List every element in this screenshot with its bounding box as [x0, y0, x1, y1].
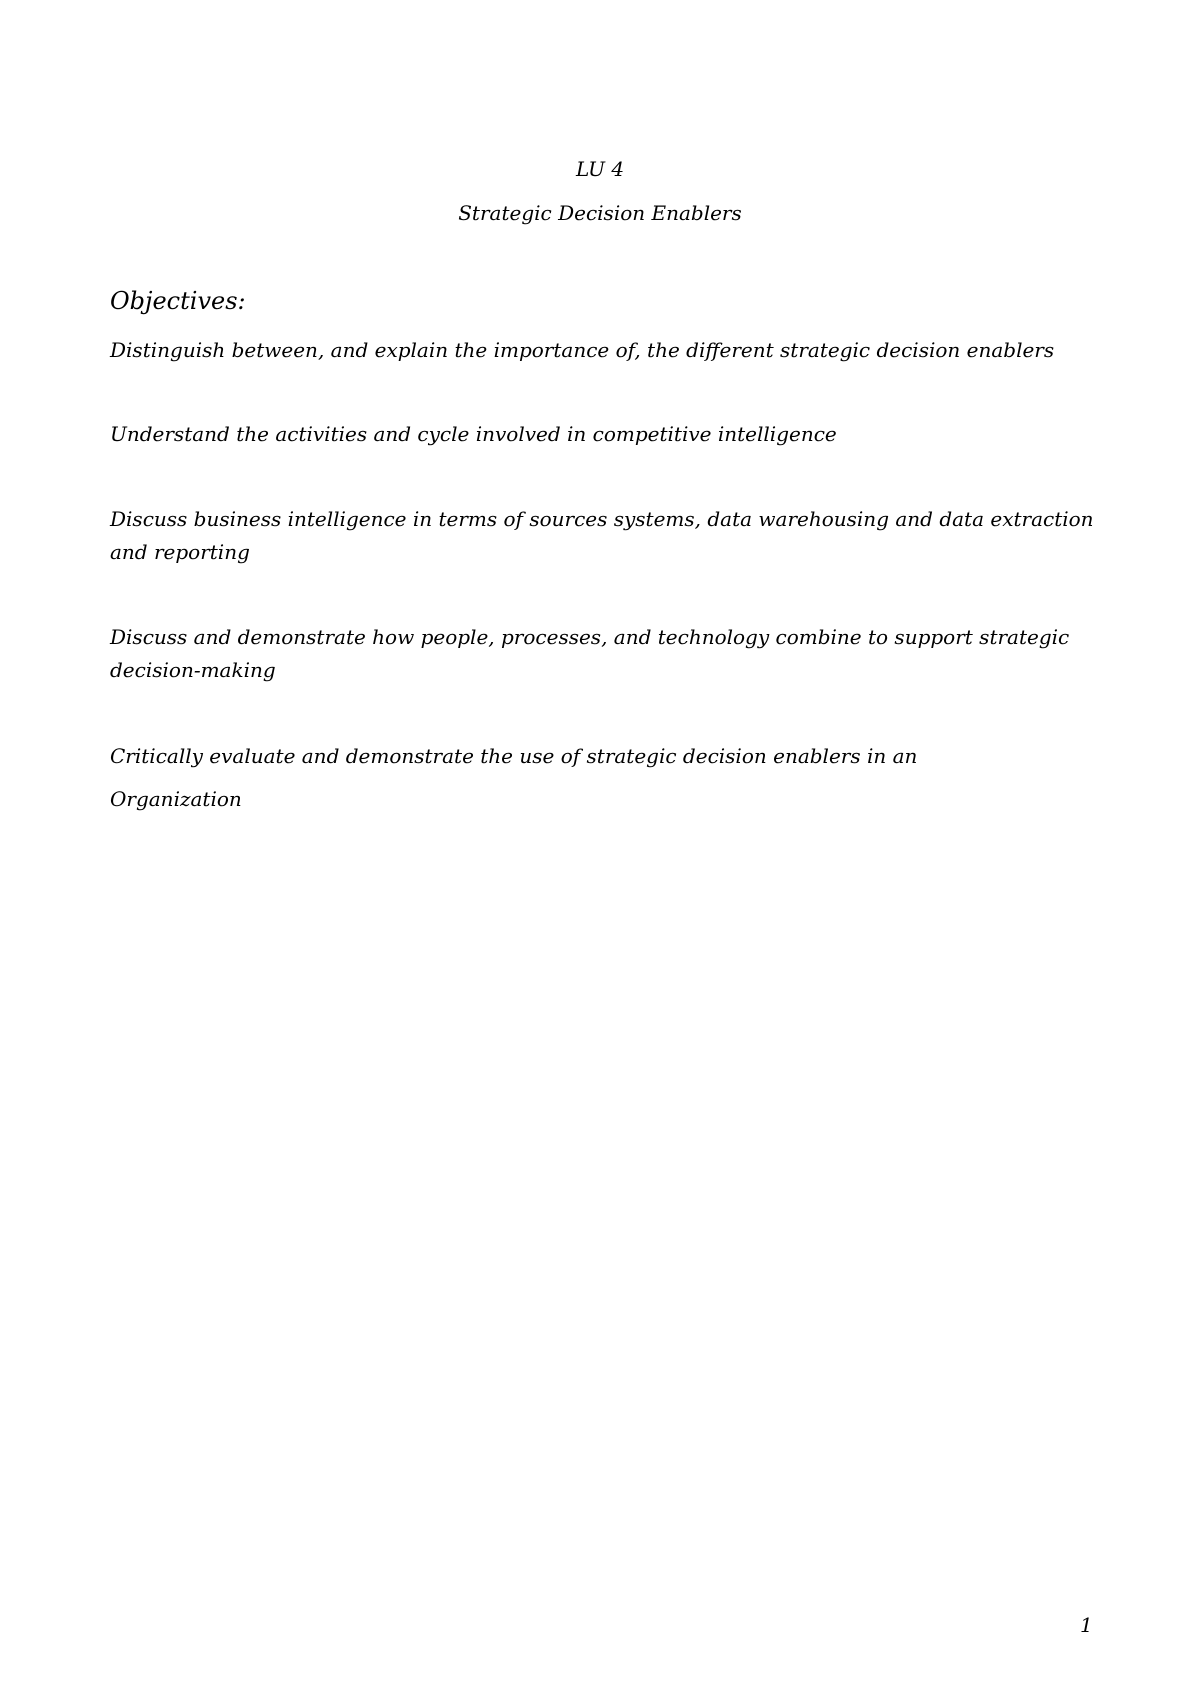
- objective-item: Discuss and demonstrate how people, processes, and technology combine to support strategic decision-making: [110, 625, 1070, 682]
- objective-item: Understand the activities and cycle involved in competitive intelligence: [110, 422, 837, 446]
- objective-item: Organization: [110, 787, 242, 811]
- unit-label: LU 4: [575, 157, 625, 181]
- objectives-heading: Objectives:: [110, 287, 246, 315]
- objective-item: Discuss business intelligence in terms of sources systems, data warehousing and data extraction and reporting: [110, 507, 1094, 564]
- objective-item: Distinguish between, and explain the importance of, the different strategic decision enablers: [110, 338, 1055, 362]
- objective-item: Critically evaluate and demonstrate the use of strategic decision enablers in an: [110, 744, 918, 768]
- document-title: Strategic Decision Enablers: [458, 201, 742, 225]
- page-number: 1: [1080, 1613, 1093, 1637]
